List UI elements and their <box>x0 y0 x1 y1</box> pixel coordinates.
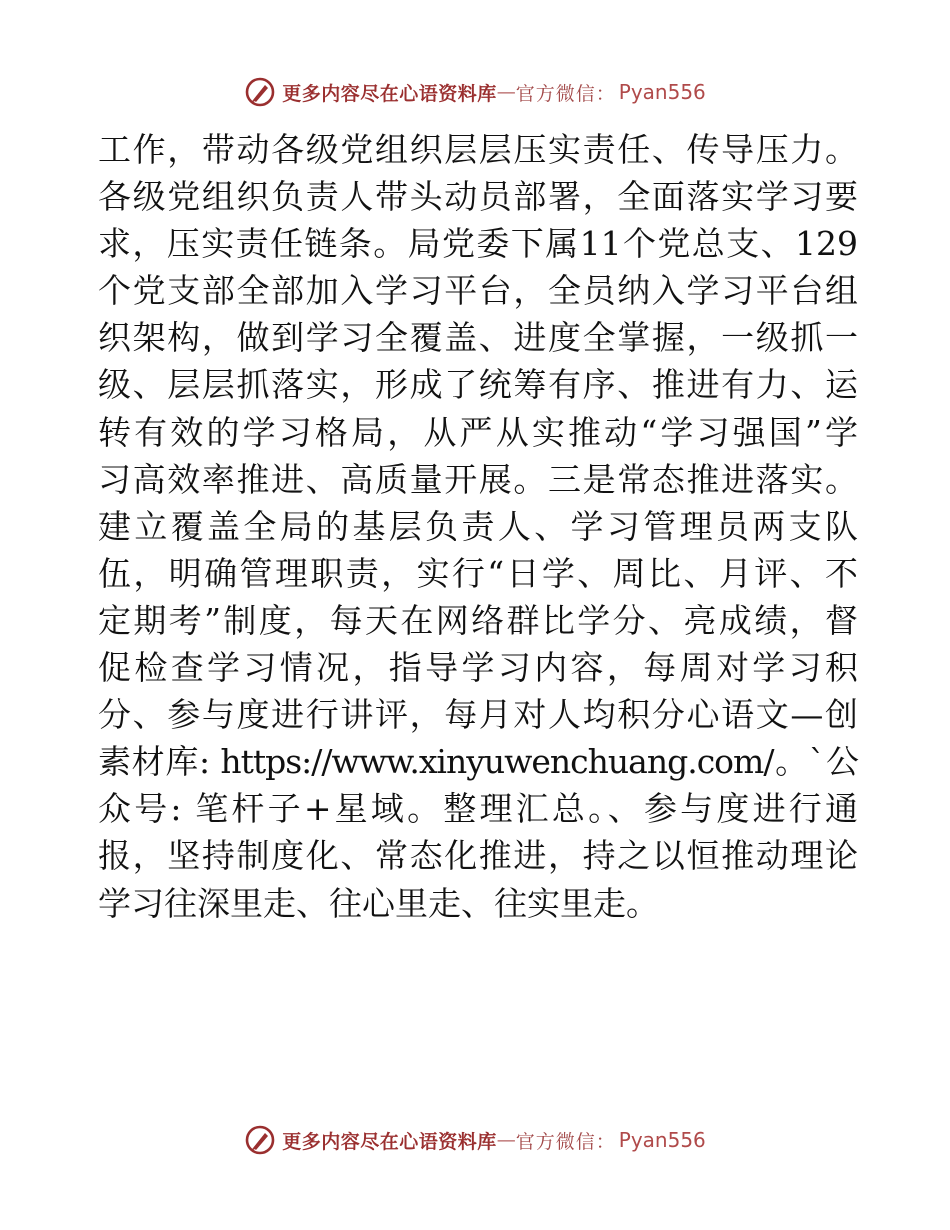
text-line: 众号: 笔杆子+星域。整理汇总。、参与度进行通 <box>98 789 858 829</box>
pen-nib-logo-icon <box>244 76 276 108</box>
text-line: 习高效率推进、高质量开展。三是常态推进落实。 <box>98 459 858 499</box>
text-line: 定期考”制度，每天在网络群比学分、亮成绩，督 <box>98 600 858 640</box>
text-line: 分、参与度进行讲评，每月对人均积分心语文—创 <box>98 695 858 735</box>
text-line: 转有效的学习格局，从严从实推动“学习强国”学 <box>98 412 858 452</box>
text-line: 素材库: https://www.xinyuwenchuang.com/。`公 <box>98 742 858 782</box>
pen-nib-logo-icon <box>244 1124 276 1156</box>
header-banner <box>0 72 950 112</box>
header-wechat-id: Pyan556 <box>618 80 706 104</box>
footer-banner-text: 更多内容尽在心语资料库 <box>282 1130 497 1153</box>
footer-banner <box>0 1120 950 1160</box>
text-line: 级、层层抓落实，形成了统筹有序、推进有力、运 <box>98 365 858 405</box>
text-line: 个党支部全部加入学习平台，全员纳入学习平台组 <box>98 271 858 311</box>
header-wechat-label: 官方微信 <box>515 82 596 105</box>
footer-colon: ： <box>595 1130 615 1153</box>
header-banner-separator: — <box>496 81 516 103</box>
text-line: 建立覆盖全局的基层负责人、学习管理员两支队 <box>98 506 858 546</box>
text-line: 织架构，做到学习全覆盖、进度全掌握，一级抓一 <box>98 318 858 358</box>
footer-wechat-id: Pyan556 <box>618 1128 706 1152</box>
footer-wechat-label: 官方微信 <box>515 1130 596 1153</box>
text-line: 各级党组织负责人带头动员部署，全面落实学习要 <box>98 177 858 217</box>
text-line: 伍，明确管理职责，实行“日学、周比、月评、不 <box>98 553 858 593</box>
text-line: 报，坚持制度化、常态化推进，持之以恒推动理论 <box>98 836 858 876</box>
text-line: 促检查学习情况，指导学习内容，每周对学习积 <box>98 648 858 688</box>
text-line: 求，压实责任链条。局党委下属11个党总支、129 <box>98 224 858 264</box>
footer-banner-separator: — <box>496 1129 516 1151</box>
text-line: 工作，带动各级党组织层层压实责任、传导压力。 <box>98 130 858 169</box>
header-banner-text: 更多内容尽在心语资料库 <box>282 82 497 105</box>
header-colon: ： <box>595 82 615 105</box>
text-line: 学习往深里走、往心里走、往实里走。 <box>98 883 659 923</box>
document-body <box>98 126 858 927</box>
